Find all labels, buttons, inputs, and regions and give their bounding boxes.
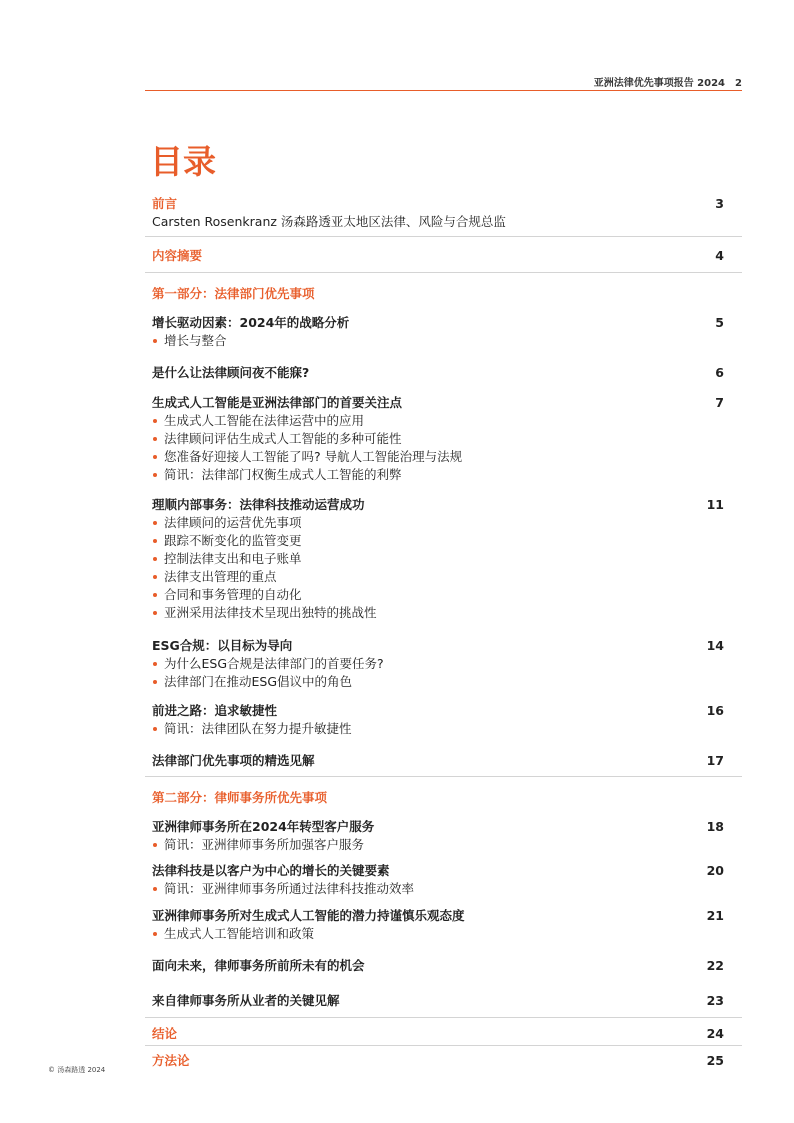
toc-subitem: 您准备好迎接人工智能了吗? 导航人工智能治理与法规: [152, 448, 724, 466]
toc-entry-future[interactable]: [152, 957, 724, 975]
toc-page-number: 6: [715, 365, 724, 380]
toc-page-number: 21: [706, 908, 724, 923]
header-divider: [145, 90, 742, 91]
toc-entry-title: 亚洲律师事务所对生成式人工智能的潜力持谨慎乐观态度: [152, 908, 465, 923]
toc-entry-summary[interactable]: [152, 247, 724, 265]
report-title: 亚洲法律优先事项报告 2024: [593, 78, 726, 89]
toc-entry-subtitle: Carsten Rosenkranz 汤森路透亚太地区法律、风险与合规总监: [152, 214, 506, 229]
toc-page-number: 20: [706, 863, 724, 878]
toc-subitem: 为什么ESG合规是法律部门的首要任务?: [152, 655, 724, 673]
toc-divider: [145, 272, 742, 273]
toc-entry-insights-dept[interactable]: [152, 752, 724, 770]
toc-page-number: 11: [706, 497, 724, 512]
toc-page-number: 14: [706, 638, 724, 653]
running-header: [145, 74, 742, 90]
toc-entry-way-forward[interactable]: [152, 702, 724, 738]
toc-entry-growth-drivers[interactable]: [152, 314, 724, 350]
toc-divider: [145, 1045, 742, 1046]
toc-subitem: 简讯：法律部门权衡生成式人工智能的利弊: [152, 466, 724, 484]
toc-entry-sleepless[interactable]: [152, 364, 724, 382]
toc-entry-conclusion[interactable]: [152, 1025, 724, 1043]
toc-subitem: 简讯：亚洲律师事务所通过法律科技推动效率: [152, 880, 724, 898]
toc-subitem: 合同和事务管理的自动化: [152, 586, 724, 604]
toc-entry-methodology[interactable]: [152, 1052, 724, 1070]
toc-entry-cautious-optimism[interactable]: [152, 907, 724, 943]
toc-entry-title: 法律科技是以客户为中心的增长的关键要素: [152, 863, 390, 878]
toc-entry-title: ESG合规：以目标为导向: [152, 638, 293, 653]
toc-entry-internal-affairs[interactable]: [152, 496, 724, 622]
page-number: 2: [735, 78, 742, 89]
toc-entry-genai[interactable]: [152, 394, 724, 484]
toc-subitem: 生成式人工智能培训和政策: [152, 925, 724, 943]
toc-page-number: 25: [706, 1053, 724, 1068]
toc-entry-title: 前进之路：追求敏捷性: [152, 703, 278, 718]
toc-entry-foreword[interactable]: [152, 195, 724, 231]
toc-subitem: 控制法律支出和电子账单: [152, 550, 724, 568]
toc-page-number: 17: [706, 753, 724, 768]
toc-page-number: 24: [706, 1026, 724, 1041]
toc-page-number: 16: [706, 703, 724, 718]
toc-page-number: 7: [715, 395, 724, 410]
toc-page-number: 5: [715, 315, 724, 330]
toc-entry-title: 亚洲律师事务所在2024年转型客户服务: [152, 819, 375, 834]
toc-subitem: 生成式人工智能在法律运营中的应用: [152, 412, 724, 430]
toc-part-title: 第一部分：法律部门优先事项: [152, 286, 315, 301]
toc-subitem: 法律顾问的运营优先事项: [152, 514, 724, 532]
toc-entry-title: 内容摘要: [152, 248, 203, 263]
toc-entry-title: 生成式人工智能是亚洲法律部门的首要关注点: [152, 395, 403, 410]
toc-page-number: 23: [706, 993, 724, 1008]
toc-part-one-heading[interactable]: [152, 285, 724, 303]
toc-entry-title: 前言: [152, 196, 178, 211]
toc-divider: [145, 1017, 742, 1018]
toc-divider: [145, 236, 742, 237]
toc-entry-title: 结论: [152, 1026, 178, 1041]
toc-entry-client-service[interactable]: [152, 818, 724, 854]
toc-subitem: 亚洲采用法律技术呈现出独特的挑战性: [152, 604, 724, 622]
toc-part-title: 第二部分：律师事务所优先事项: [152, 790, 328, 805]
toc-page-number: 22: [706, 958, 724, 973]
toc-entry-esg[interactable]: [152, 637, 724, 691]
toc-subitem: 法律部门在推动ESG倡议中的角色: [152, 673, 724, 691]
toc-divider: [145, 776, 742, 777]
toc-entry-title: 面向未来，律师事务所前所未有的机会: [152, 958, 365, 973]
toc-page-number: 18: [706, 819, 724, 834]
toc-entry-insights-firms[interactable]: [152, 992, 724, 1010]
toc-part-two-heading[interactable]: [152, 789, 724, 807]
toc-entry-title: 来自律师事务所从业者的关键见解: [152, 993, 340, 1008]
toc-entry-title: 方法论: [152, 1053, 190, 1068]
toc-subitem: 跟踪不断变化的监管变更: [152, 532, 724, 550]
toc-subitem: 法律支出管理的重点: [152, 568, 724, 586]
toc-entry-title: 增长驱动因素：2024年的战略分析: [152, 315, 350, 330]
page-title: 目录: [150, 142, 216, 181]
toc-subitem: 法律顾问评估生成式人工智能的多种可能性: [152, 430, 724, 448]
copyright-notice: © 汤森路透 2024: [48, 1066, 106, 1074]
toc-page-number: 3: [715, 196, 724, 211]
toc-subitem: 简讯：亚洲律师事务所加强客户服务: [152, 836, 724, 854]
toc-subitem: 简讯：法律团队在努力提升敏捷性: [152, 720, 724, 738]
toc-page-number: 4: [715, 248, 724, 263]
toc-subitem: 增长与整合: [152, 332, 724, 350]
toc-entry-title: 法律部门优先事项的精选见解: [152, 753, 315, 768]
toc-entry-legal-tech[interactable]: [152, 862, 724, 898]
toc-entry-title: 是什么让法律顾问夜不能寐?: [152, 365, 310, 380]
toc-entry-title: 理顺内部事务：法律科技推动运营成功: [152, 497, 365, 512]
